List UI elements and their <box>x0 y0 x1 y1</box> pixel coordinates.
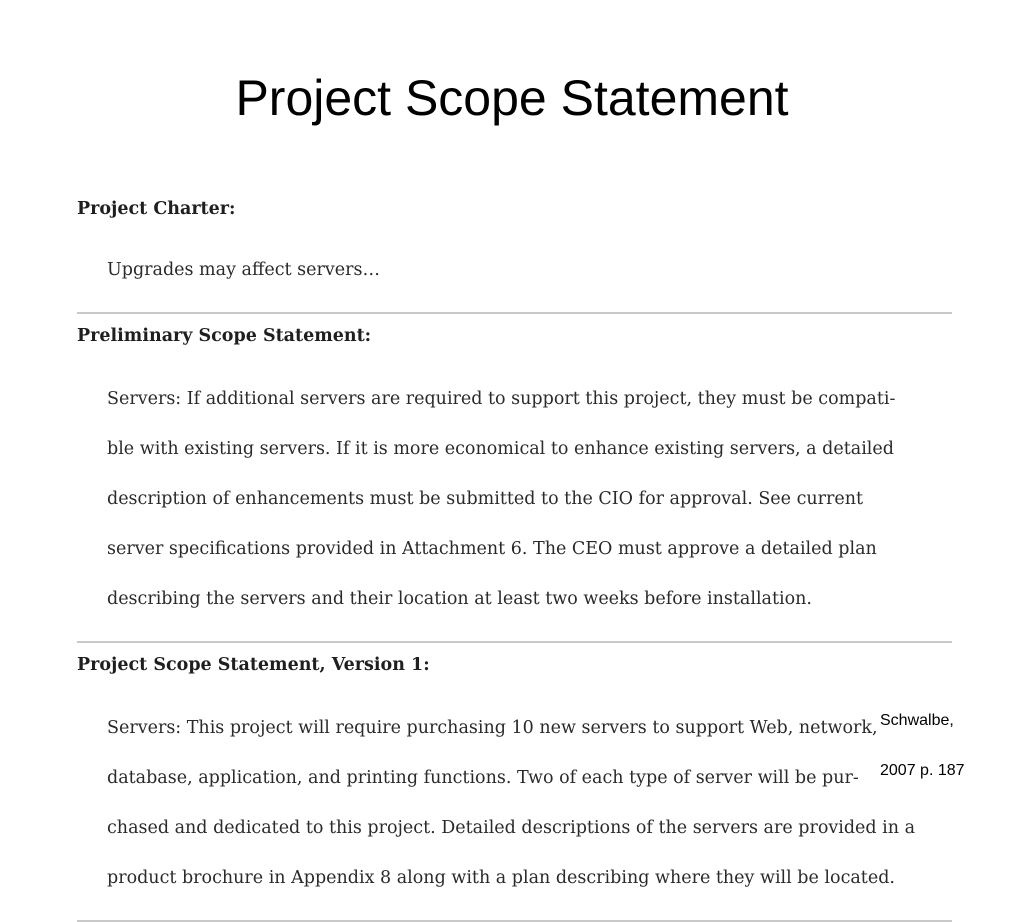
body-line: description of enhancements must be submitted to the CIO for approval. See current <box>107 489 864 509</box>
body-line: ble with existing servers. If it is more economical to enhance existing servers, a detailed <box>107 439 894 459</box>
body-line: describing the servers and their location at least two weeks before installation. <box>107 589 812 609</box>
citation <box>880 683 965 808</box>
section-heading: Project Scope Statement, Version 1: <box>77 655 430 675</box>
slide-title: Project Scope Statement <box>235 70 789 126</box>
citation-year-page: 2007 p. 187 <box>880 762 965 779</box>
citation-author: Schwalbe, <box>880 712 954 729</box>
body-line: server specifications provided in Attachment 6. The CEO must approve a detailed plan <box>107 539 877 559</box>
body-line: Servers: If additional servers are required to support this project, they must be compati- <box>107 389 896 409</box>
section-project-charter <box>77 196 952 314</box>
body-line: Servers: This project will require purchasing 10 new servers to support Web, network, <box>107 718 878 738</box>
section-body <box>77 691 952 920</box>
section-body <box>77 362 952 641</box>
body-line: product brochure in Appendix 8 along with a plan describing where they will be located. <box>107 868 895 888</box>
section-project-scope-statement-v1 <box>77 643 952 922</box>
body-line: Upgrades may affect servers… <box>107 260 380 280</box>
section-preliminary-scope-statement <box>77 314 952 643</box>
section-heading: Preliminary Scope Statement: <box>77 326 372 346</box>
section-heading: Project Charter: <box>77 199 236 219</box>
scope-evolution-table <box>77 196 952 922</box>
body-line: chased and dedicated to this project. Detailed descriptions of the servers are provided in a <box>107 818 916 838</box>
body-line: database, application, and printing functions. Two of each type of server will be pur- <box>107 768 859 788</box>
section-body <box>77 233 952 312</box>
